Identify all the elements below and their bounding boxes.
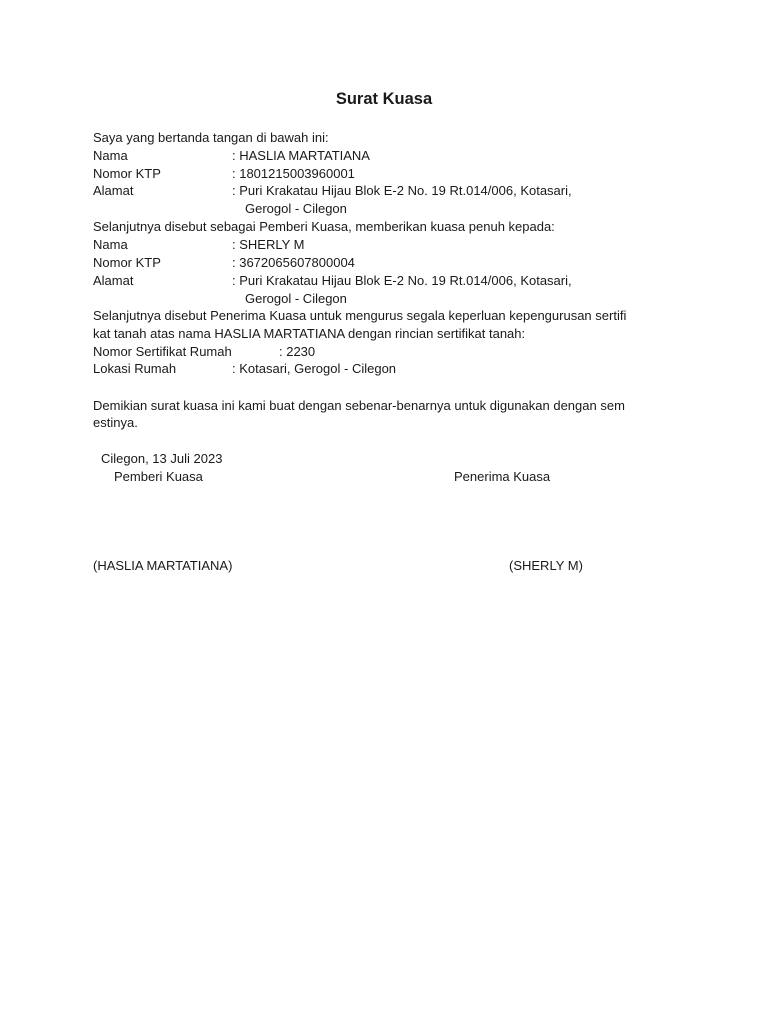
pemberi-ktp-value: : 1801215003960001 [232,166,355,181]
pemberi-nama-value: : HASLIA MARTATIANA [232,148,370,163]
intro-text: Saya yang bertanda tangan di bawah ini: [93,130,329,145]
closing-line2: estinya. [93,415,138,430]
sertifikat-nomor-label: Nomor Sertifikat Rumah [93,344,232,359]
penerima-ktp-label: Nomor KTP [93,255,161,270]
penerima-alamat-continued: Gerogol - Cilegon [245,291,347,306]
pemberi-role: Pemberi Kuasa [114,469,203,484]
pemberi-alamat-label: Alamat [93,183,134,198]
pemberi-alamat-continued: Gerogol - Cilegon [245,201,347,216]
pemberi-ktp-label: Nomor KTP [93,166,161,181]
penerima-alamat-value: : Puri Krakatau Hijau Blok E-2 No. 19 Rt.014/006, Kotasari, [232,273,572,288]
penerima-nama-value: : SHERLY M [232,237,305,252]
document-title: Surat Kuasa [335,90,433,108]
penerima-alamat-label: Alamat [93,273,134,288]
penerima-signature-name: (SHERLY M) [509,558,583,573]
statement-penerima-line1: Selanjutnya disebut Penerima Kuasa untuk mengurus segala keperluan kepengurusan sertifi [93,308,627,323]
pemberi-signature-name: (HASLIA MARTATIANA) [93,558,233,573]
sertifikat-nomor-value: : 2230 [279,344,316,359]
closing-line1: Demikian surat kuasa ini kami buat dengan sebenar-benarnya untuk digunakan dengan sem [93,398,625,413]
penerima-role: Penerima Kuasa [454,469,551,484]
statement-pemberi: Selanjutnya disebut sebagai Pemberi Kuasa, memberikan kuasa penuh kepada: [93,219,555,234]
penerima-ktp-value: : 3672065607800004 [232,255,355,270]
pemberi-nama-label: Nama [93,148,128,163]
sertifikat-lokasi-label: Lokasi Rumah [93,361,177,376]
statement-penerima-line2: kat tanah atas nama HASLIA MARTATIANA dengan rincian sertifikat tanah: [93,326,526,341]
pemberi-alamat-value: : Puri Krakatau Hijau Blok E-2 No. 19 Rt.014/006, Kotasari, [232,183,572,198]
place-date: Cilegon, 13 Juli 2023 [101,451,223,466]
penerima-nama-label: Nama [93,237,128,252]
sertifikat-lokasi-value: : Kotasari, Gerogol - Cilegon [232,361,397,376]
